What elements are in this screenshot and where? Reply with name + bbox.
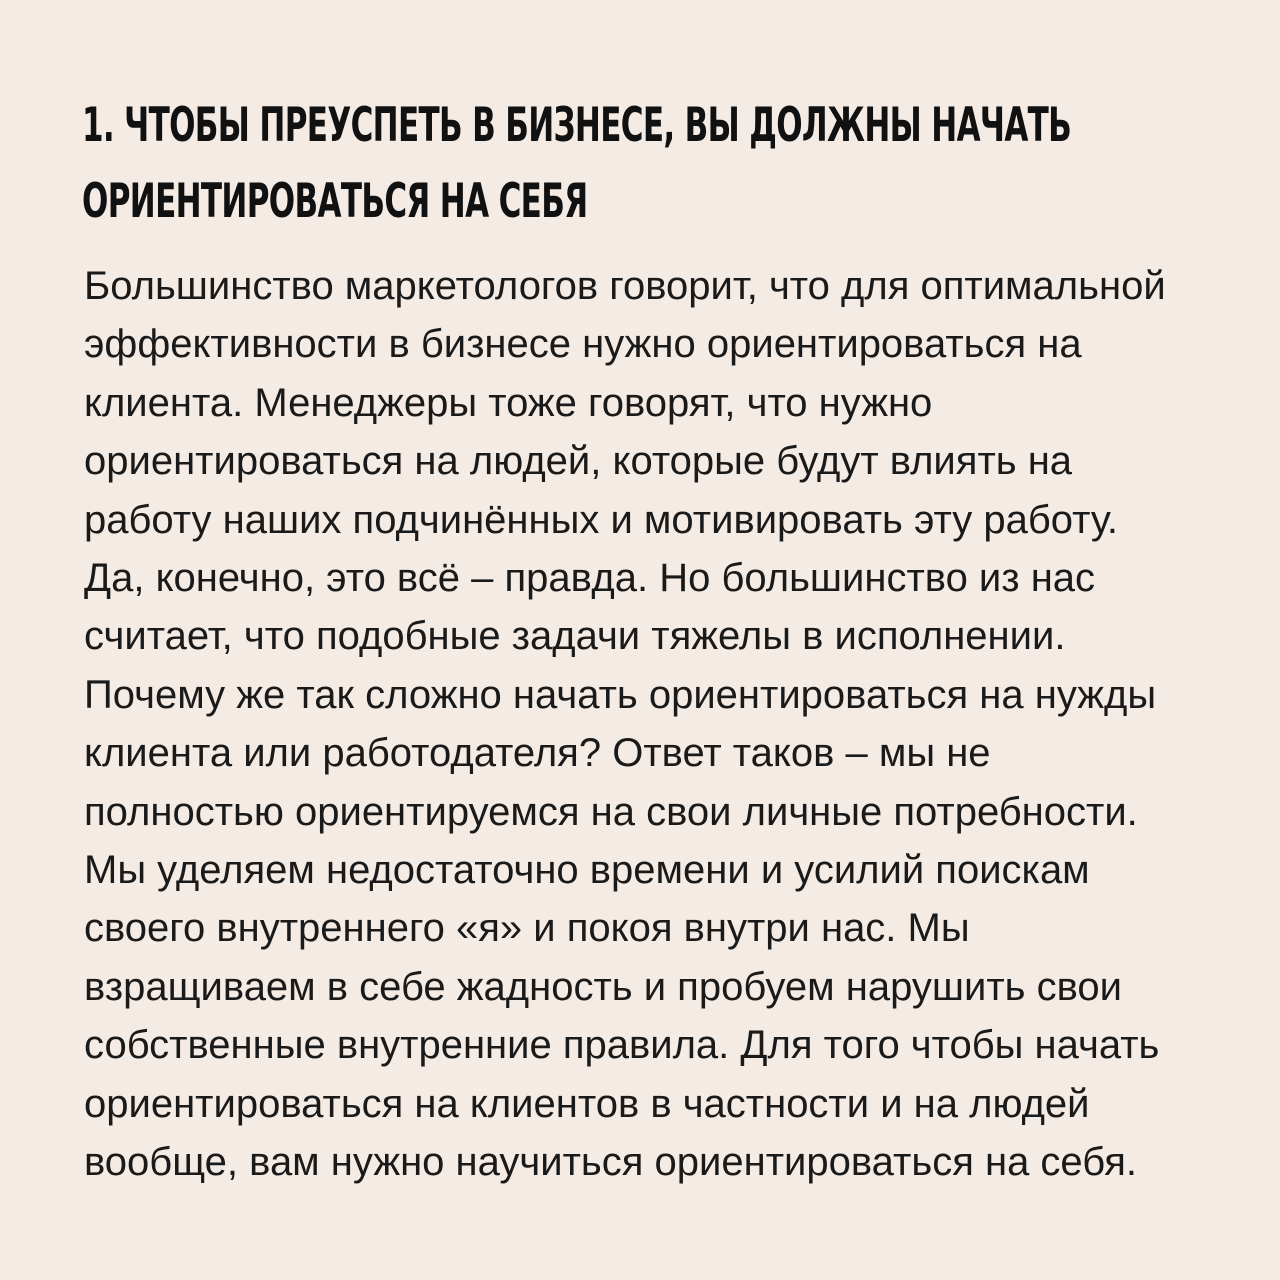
body-line: Большинство маркетологов говорит, что для оптимальной bbox=[84, 264, 1166, 308]
body-line: своего внутреннего «я» и покоя внутри нас. Мы bbox=[84, 906, 970, 951]
heading-line: ОРИЕНТИРОВАТЬСЯ НА СЕБЯ bbox=[82, 174, 588, 229]
body-line: Да, конечно, это всё – правда. Но большинство из нас bbox=[84, 556, 1096, 601]
body-line: ориентироваться на клиентов в частности и на людей bbox=[84, 1081, 1090, 1126]
heading-line: 1. ЧТОБЫ ПРЕУСПЕТЬ В БИЗНЕСЕ, ВЫ ДОЛЖНЫ НАЧАТЬ bbox=[82, 98, 1072, 153]
body-line: полностью ориентируемся на свои личные потребности. bbox=[84, 789, 1138, 834]
section-heading bbox=[82, 88, 1072, 240]
body-line: Почему же так сложно начать ориентироваться на нужды bbox=[84, 672, 1157, 717]
body-line: ориентироваться на людей, которые будут влиять на bbox=[84, 439, 1073, 484]
body-line: эффективности в бизнесе нужно ориентироваться на bbox=[84, 322, 1082, 367]
body-line: собственные внутренние правила. Для того чтобы начать bbox=[84, 1023, 1160, 1068]
body-line: вообще, вам нужно научиться ориентироваться на себя. bbox=[84, 1140, 1138, 1185]
body-line: взращиваем в себе жадность и пробуем нарушить свои bbox=[84, 964, 1123, 1009]
body-line: клиента или работодателя? Ответ таков – мы не bbox=[84, 731, 991, 776]
body-line: клиента. Менеджеры тоже говорят, что нужно bbox=[84, 380, 933, 425]
body-line: Мы уделяем недостаточно времени и усилий поискам bbox=[84, 848, 1090, 893]
body-paragraph bbox=[84, 257, 1264, 1192]
body-line: работу наших подчинённых и мотивировать эту работу. bbox=[84, 497, 1119, 542]
body-line: считает, что подобные задачи тяжелы в исполнении. bbox=[84, 614, 1066, 659]
